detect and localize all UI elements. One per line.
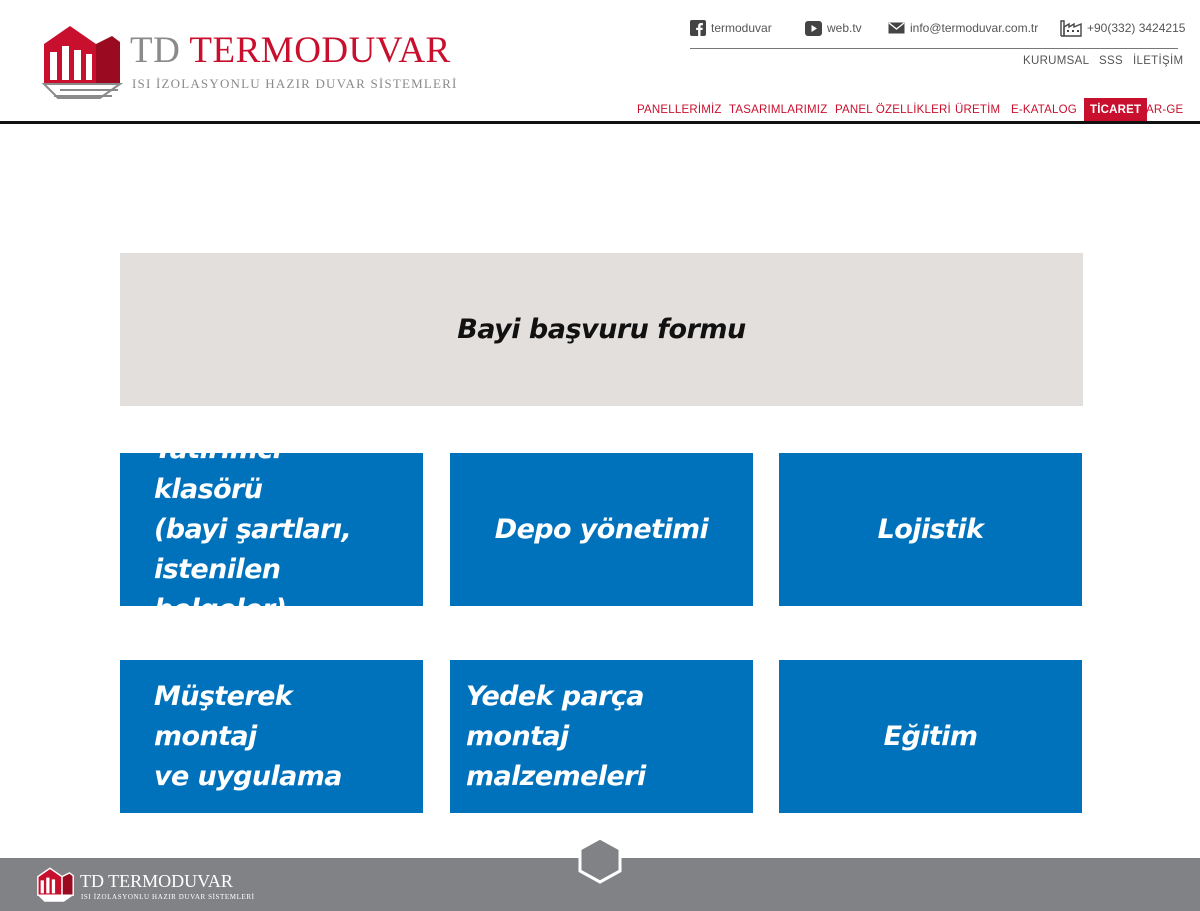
tile-investor-folder[interactable] [120,433,423,625]
footer-logo[interactable] [36,866,255,906]
webtv-link[interactable] [805,16,862,40]
building-logo-icon [40,22,126,102]
brand-logo[interactable] [40,22,458,102]
facebook-icon [690,20,706,36]
nav-panellerimiz[interactable]: PANELLERİMİZ [637,104,722,116]
tile-warehouse-management[interactable] [450,453,753,606]
brand-prefix: TD [130,30,181,71]
factory-icon [1060,19,1082,37]
tile-line: montaj malzemeleri [466,720,646,792]
footer-brand-title: TD TERMODUVAR [80,871,233,891]
phone-link[interactable] [1060,16,1185,40]
nav-ticaret[interactable]: TİCARET [1084,98,1147,121]
mail-icon [888,22,905,34]
footer-brand-tagline: ISI İZOLASYONLU HAZIR DUVAR SİSTEMLERİ [81,893,255,901]
banner-title: Bayi başvuru formu [457,314,746,345]
tile-line: Müşterek montaj [154,680,293,752]
tile-line: Yedek parça [466,680,644,712]
webtv-label: web.tv [827,21,862,35]
top-link-kurumsal[interactable]: KURUMSAL [1023,55,1090,67]
play-icon [805,21,822,36]
tile-training[interactable] [779,660,1082,813]
email-link[interactable] [888,16,1038,40]
footer-building-logo-icon [36,866,76,904]
tile-line: ve uygulama [154,760,342,792]
tile-label [154,677,389,797]
header-divider [690,48,1178,49]
tile-spare-parts[interactable] [450,660,753,813]
site-header [0,0,1200,124]
brand-tagline: ISI İZOLASYONLU HAZIR DUVAR SİSTEMLERİ [132,76,458,91]
tile-label [878,510,984,550]
scroll-top-button[interactable] [576,836,624,884]
tile-line: Depo yönetimi [494,513,709,545]
nav-uretim[interactable]: ÜRETİM [955,104,1001,116]
nav-ar-ge[interactable]: AR-GE [1146,104,1184,116]
nav-e-katalog[interactable]: E-KATALOG [1011,104,1077,116]
dealer-application-banner[interactable] [120,253,1083,406]
tile-line: Lojistik [877,513,984,545]
tile-line: Yatırımcı klasörü [154,433,282,505]
top-link-iletisim[interactable]: İLETİŞİM [1133,55,1184,67]
tile-joint-installation[interactable] [120,660,423,813]
top-link-sss[interactable]: SSS [1099,55,1123,67]
nav-tasarimlarimiz[interactable]: TASARIMLARIMIZ [729,104,828,116]
phone-label: +90(332) 3424215 [1087,21,1186,35]
tile-label [884,717,978,757]
tile-line: (bayi şartları, [154,513,352,545]
tile-label [495,510,708,550]
tile-label [466,677,737,797]
tile-label [154,430,389,630]
facebook-label: termoduvar [711,21,772,35]
brand-name: TERMODUVAR [189,30,451,71]
brand-title [130,32,451,69]
nav-panel-ozellikleri[interactable]: PANEL ÖZELLİKLERİ [835,104,951,116]
tile-logistics[interactable] [779,453,1082,606]
header-bottom-rule [0,121,1200,124]
email-label: info@termoduvar.com.tr [910,21,1039,35]
hexagon-icon [576,836,624,884]
tile-line: istenilen belgeler) [154,553,287,625]
facebook-link[interactable] [690,16,772,40]
tile-line: Eğitim [883,720,978,752]
